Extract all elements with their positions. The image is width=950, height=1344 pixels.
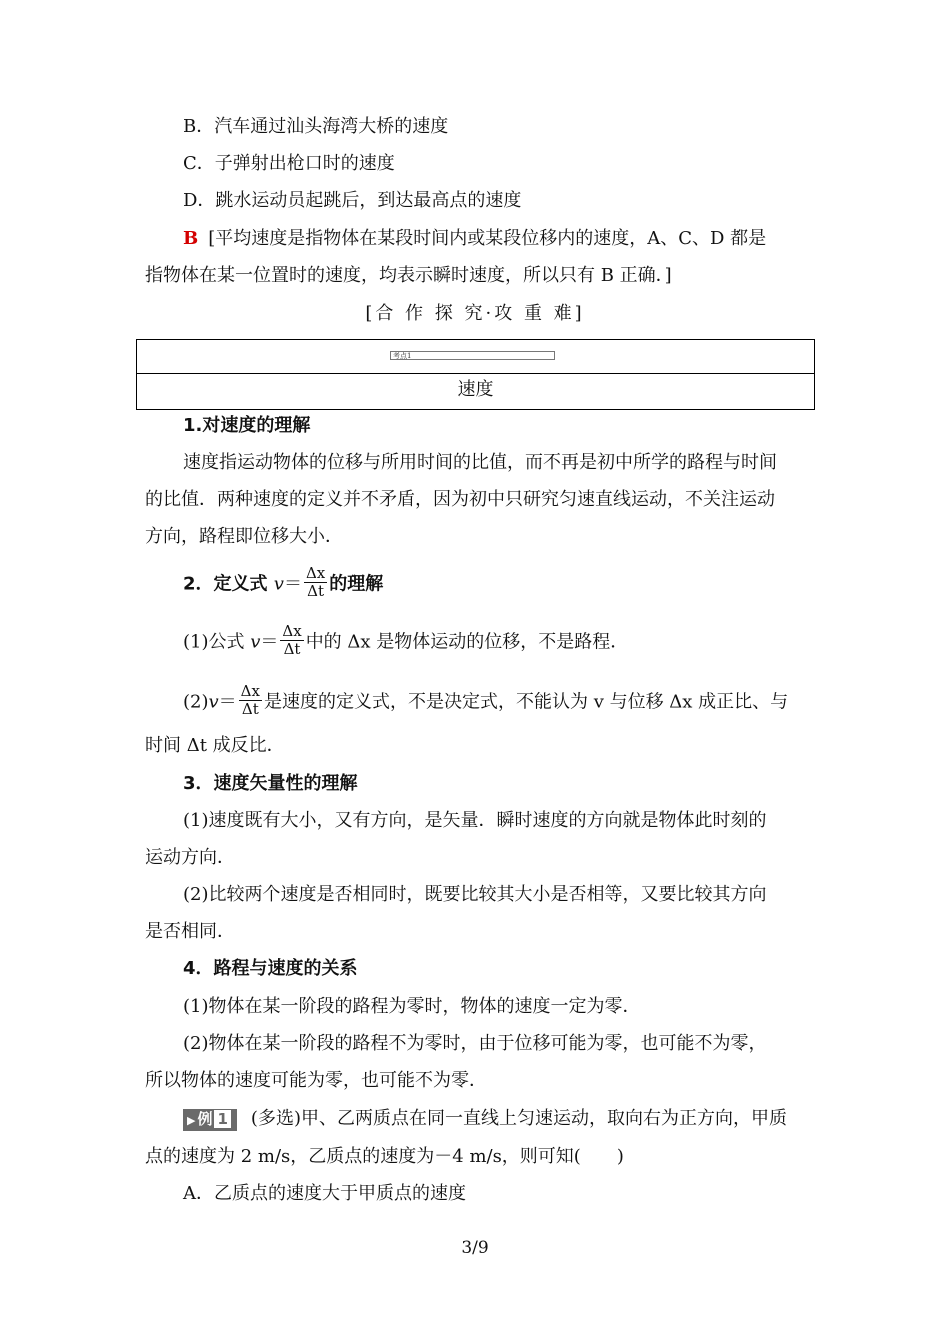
answer-explanation-1: [平均速度是指物体在某段时间内或某段位移内的速度，A、C、D 都是 [208,228,767,249]
velocity-symbol: v [208,691,219,713]
point4-line-1: (1)物体在某一阶段的路程为零时，物体的速度一定为零． [183,996,641,1017]
definition-fraction [304,565,327,600]
example-line-1 [183,1106,848,1132]
point3-line-1: (1)速度既有大小，又有方向，是矢量．瞬时速度的方向就是物体此时刻的 [183,810,767,831]
velocity-symbol: v [250,631,261,653]
fraction-numerator: Δx [282,622,302,640]
item2-fraction [239,683,262,718]
example-text-1: (多选)甲、乙两质点在同一直线上匀速运动，取向右为正方向，甲质 [250,1108,787,1129]
option-b: B．汽车通过汕头海湾大桥的速度 [183,116,449,137]
answer-line-2: 指物体在某一位置时的速度，均表示瞬时速度，所以只有 B 正确．] [145,265,672,286]
item2-prefix: (2) [183,691,209,713]
item1-prefix: (1)公式 [183,631,251,653]
item2-suffix: 是速度的定义式，不是决定式，不能认为 v 与位移 Δx 成正比、与 [263,691,789,713]
fraction-denominator: Δt [307,582,325,600]
item1-suffix: 中的 Δx 是物体运动的位移，不是路程． [305,631,629,653]
point2-heading-suffix: 的理解 [329,573,384,595]
option-d: D．跳水运动员起跳后，到达最高点的速度 [183,190,522,211]
example-badge [183,1109,237,1131]
section-heading: [合 作 探 究·攻 重 难] [365,303,585,324]
fraction-denominator: Δt [283,640,301,658]
option-c: C．子弹射出枪口时的速度 [183,153,395,174]
play-triangle-icon: ▶ [187,1114,196,1127]
topic-title: 速度 [457,379,494,400]
point3-line-2: 运动方向． [145,847,235,868]
example-line-2: 点的速度为 2 m/s，乙质点的速度为－4 m/s，则可知( ) [145,1146,624,1167]
point4-heading: 4．路程与速度的关系 [183,958,358,979]
point2-item-1 [183,622,848,660]
topic-box-header [137,340,814,374]
fraction-numerator: Δx [240,682,260,700]
page-number: 3/9 [461,1238,489,1258]
fraction-denominator: Δt [241,700,259,718]
example-badge-number: 1 [214,1110,230,1128]
answer-line-1 [183,226,848,252]
point1-para-line-2: 的比值．两种速度的定义并不矛盾，因为初中只研究匀速直线运动，不关注运动 [145,489,775,510]
item1-fraction [280,623,303,658]
point2-heading [183,564,848,602]
equals-sign: ＝ [260,631,279,653]
answer-letter: B [183,228,199,249]
point1-heading: 1.对速度的理解 [183,415,311,436]
point4-line-3: 所以物体的速度可能为零，也可能不为零． [145,1070,487,1091]
point1-para-line-1: 速度指运动物体的位移与所用时间的比值，而不再是初中所学的路程与时间 [183,452,777,473]
equals-sign: ＝ [283,573,302,595]
point3-line-4: 是否相同． [145,921,235,942]
point2-item-2-cont: 时间 Δt 成反比． [145,735,285,756]
topic-box [136,339,815,410]
example-badge-label: 例 [197,1110,213,1128]
point1-para-line-3: 方向，路程即位移大小． [145,526,343,547]
point3-line-3: (2)比较两个速度是否相同时，既要比较其大小是否相等，又要比较其方向 [183,884,767,905]
point4-line-2: (2)物体在某一阶段的路程不为零时，由于位移可能为零，也可能不为零， [183,1033,767,1054]
point2-item-2 [183,682,848,720]
example-option-a: A．乙质点的速度大于甲质点的速度 [183,1183,466,1204]
fraction-numerator: Δx [305,564,326,582]
point2-heading-prefix: 2．定义式 [183,573,274,595]
topic-tag: 考点1 [390,351,555,360]
velocity-symbol: v [273,573,284,595]
point3-heading: 3．速度矢量性的理解 [183,773,358,794]
equals-sign: ＝ [218,691,237,713]
